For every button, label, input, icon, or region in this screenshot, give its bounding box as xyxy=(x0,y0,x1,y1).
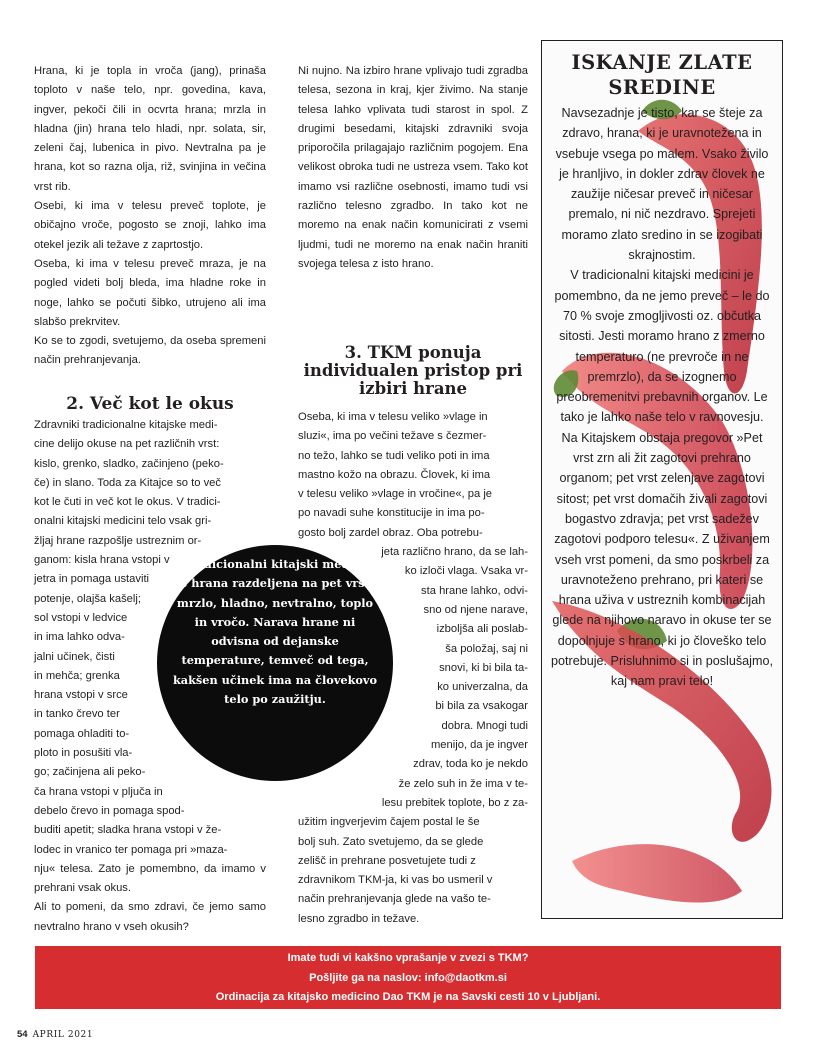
text-line: pomaga ohladiti to- xyxy=(34,727,130,740)
text-line: lesu prebitek toplote, bo z za- xyxy=(381,796,528,809)
heading-line: izbiri hrane xyxy=(358,379,468,398)
sidebar-body xyxy=(551,103,773,692)
sidebar-title: ISKANJE ZLATE SREDINE xyxy=(571,51,753,99)
text-line: jetra in pomaga ustaviti xyxy=(34,573,150,586)
heading-line: 3. TKM ponuja xyxy=(344,343,482,362)
text-line: in ima lahko odva- xyxy=(34,631,125,644)
text-line: menijo, da je ingver xyxy=(430,739,528,752)
text-line: jeta različno hrano, da se lah- xyxy=(381,546,528,559)
sidebar-paragraph: Navsezadnje je tisto, kar se šteje za zdravo, hrana, ki je uravnotežena in vsebuje vsega po malem. Vsako živilo je hranljivo, in dokler zdrav človek ne zaužije ničesar preveč in ničesar premalo, ni nič nezdravo. Sprejeti moramo zlato sredino in se izogibati skrajnostim. xyxy=(555,106,769,263)
banner-line: Ordinacija za kitajsko medicino Dao TKM je na Savski cesti 10 v Ljubljani. xyxy=(215,991,601,1003)
paragraph: Ni nujno. Na izbiro hrane vplivajo tudi zgradba telesa, sezona in kraj, kjer živimo. Na stanje telesa lahko vplivata tudi starost in spol. Z drugimi besedami, kitajski zdravniki svoja priporočila prilagajajo različnim pogojem. Ena velikost obroka tudi ne ustreza vsem. Tako kot imamo vsi različne osebnosti, imamo tudi vsi različno telesno zgradbo. In tako kot ne moremo na enak način komunicirati z vsemi ljudmi, tudi ne moremo na enak način hraniti svojega telesa z isto hrano. xyxy=(298,65,528,270)
column-2-text xyxy=(298,62,528,274)
text-line: že zelo suh in že ima v te- xyxy=(398,777,528,790)
text-line: ko izloči vlaga. Vsaka vr- xyxy=(404,565,528,578)
text-line: po navadi suhe konstitucije in ima po- xyxy=(298,507,485,520)
text-line: jalni učinek, čisti xyxy=(34,650,115,663)
text-line: ganom: kisla hrana vstopi v xyxy=(34,554,170,567)
contact-banner xyxy=(35,946,781,1009)
text-line: ša položaj, saj ni xyxy=(445,642,528,655)
text-line: način prehranjevanja glede na vašo te- xyxy=(298,893,491,906)
text-line: bi bila za vsakogar xyxy=(435,700,528,713)
text-line: ploto in posušiti vla- xyxy=(34,747,133,760)
text-line: hrana vstopi v srce xyxy=(34,689,128,702)
sidebar-paragraph: V tradicionalni kitajski medicini je pomembno, da ne jemo preveč – le do 70 % svoje zmogljivosti oz. občutka sitosti. Jesti moramo hrano z zmerno temperaturo (ne prevroče in ne premrzlo), da se izognemo preobremenitvi prebavnih organov. Le tako je lahko naše telo v ravnovesju. xyxy=(554,268,770,425)
text-line: ko univerzalna, da xyxy=(437,681,528,694)
text-line: ča hrana vstopi v pljuča in xyxy=(34,785,163,798)
text-line: užitim ingverjevim čajem postal le še xyxy=(298,816,480,829)
page-number: 54 xyxy=(17,1029,28,1040)
text-line: žljaj hrane razpošlje ustreznim or- xyxy=(34,534,202,547)
text-line: izboljša ali poslab- xyxy=(436,623,528,636)
text-line: Zdravniki tradicionalne kitajske medi- xyxy=(34,419,218,431)
text-line: dobra. Mnogi tudi xyxy=(441,719,528,732)
sidebar-paragraph: Na Kitajskem obstaja pregovor »Pet vrst zrn ali žit zagotovi prehrano organom; pet vrst zelenjave zagotovi sitost; pet vrst domačih živali zagotovi bogastvo zdravja; pet vrst sadežev zagotovi podporo telesu«. Z uživanjem vseh vrst pomeni, da smo poskrbeli za uravnoteženo prehrano, pri kateri se hrana uživa v ustreznih kombinacijah glede na njihovo naravo in okuse ter se dopolnjuje s hrano, ki jo človeško telo potrebuje. Prisluhnimo si in poslušajmo, kaj nam pravi telo! xyxy=(551,430,773,689)
text-line: snovi, ki bi bila ta- xyxy=(439,661,528,674)
pullquote-text: V tradicionalni kitajski medicini je hrana razdeljena na pet vrst: mrzlo, hladno, nevtralno, toplo in vročo. Narava hrane ni odvisna od dejanske temperature, temveč od tega, kakšen učinek ima na človekovo telo po zaužitju. xyxy=(172,557,378,707)
text-line: gosto bolj zardel obraz. Oba potrebu- xyxy=(298,526,483,539)
text-line: zdravnikom TKM-ja, ki vas bo usmeril v xyxy=(298,874,493,887)
text-line: če) in slano. Toda za Kitajce so to več xyxy=(34,476,221,489)
page-footer xyxy=(17,1029,93,1040)
text-line: cine delijo okuse na pet različnih vrst: xyxy=(34,438,220,451)
text-line: Ali to pomeni, da smo zdravi, če jemo samo nevtralno hrano v vseh okusih? xyxy=(34,901,266,933)
text-line: zelišč in prehrane posvetujete tudi z xyxy=(298,854,476,867)
text-line: onalni kitajski medicini telo vsak gri- xyxy=(34,515,212,528)
text-line: in mehča; grenka xyxy=(34,669,120,682)
text-line: in tanko črevo ter xyxy=(34,708,120,721)
text-line: buditi apetit; sladka hrana vstopi v že- xyxy=(34,824,222,837)
text-line: bolj suh. Zato svetujemo, da se glede xyxy=(298,835,484,848)
text-line: kot le čuti in več kot le okus. V tradici- xyxy=(34,496,221,509)
text-line: no težo, lahko se tudi veliko poti in ima xyxy=(298,449,490,462)
paragraph: Osebi, ki ima v telesu preveč toplote, je običajno vroče, pogosto se znoji, lahko ima otekel jezik ali težave z zaprtostjo. xyxy=(34,200,266,251)
text-line: sluzi«, ima po večini težave s čezmer- xyxy=(298,430,487,443)
text-line: v telesu veliko »vlage in vročine«, pa je xyxy=(298,488,493,501)
text-line: lesno zgradbo in težave. xyxy=(298,912,420,925)
text-line: kislo, grenko, sladko, začinjeno (peko- xyxy=(34,457,224,470)
text-line: potenje, olajša kašelj; xyxy=(34,592,141,605)
text-line: sno od njene narave, xyxy=(423,603,528,616)
column-1-text xyxy=(34,62,266,371)
paragraph: Oseba, ki ima v telesu preveč mraza, je na pogled videti bolj bleda, ima hladne roke in noge, lahko se počuti šibko, utrujeno ali ima slabšo prekrvitev. xyxy=(34,257,266,328)
text-line: sta hrane lahko, odvi- xyxy=(421,584,528,597)
banner-line: Imate tudi vi kakšno vprašanje v zvezi s TKM? xyxy=(287,952,529,964)
paragraph: Ko se to zgodi, svetujemo, da oseba spremeni način prehranjevanja. xyxy=(34,335,266,367)
text-line: mastno kožo na obrazu. Človek, ki ima xyxy=(298,468,491,481)
text-line: lodec in vranico ter pomaga pri »maza- xyxy=(34,843,228,856)
text-line: Oseba, ki ima v telesu veliko »vlage in xyxy=(298,411,488,423)
text-line: sol vstopi v ledvice xyxy=(34,611,128,624)
issue-date: APRIL 2021 xyxy=(32,1030,94,1040)
heading-line: individualen pristop pri xyxy=(303,361,523,380)
paragraph: Hrana, ki je topla in vroča (jang), prinaša toploto v naše telo, npr. govedina, kava, ingver, pekoči čili in ocvrta hrana; mrzla in hladna (jin) hrana telo hladi, npr. solata, sir, zeleni čaj, lubenica in pivo. Nevtralna pa je hrana, kot so razna olja, riž, svinjina in večina vrst rib. xyxy=(34,65,266,193)
text-line: nju« telesa. Zato je pomembno, da imamo v prehrani vsak okus. xyxy=(34,862,266,895)
section-2-heading: 2. Več kot le okus xyxy=(66,394,234,414)
section-3-heading xyxy=(298,344,528,398)
banner-line: Pošljite ga na naslov: info@daotkm.si xyxy=(309,971,507,984)
text-line: zdrav, toda ko je nekdo xyxy=(413,758,528,771)
text-line: go; začinjena ali peko- xyxy=(34,766,146,779)
text-line: debelo črevo in pomaga spod- xyxy=(34,804,185,817)
